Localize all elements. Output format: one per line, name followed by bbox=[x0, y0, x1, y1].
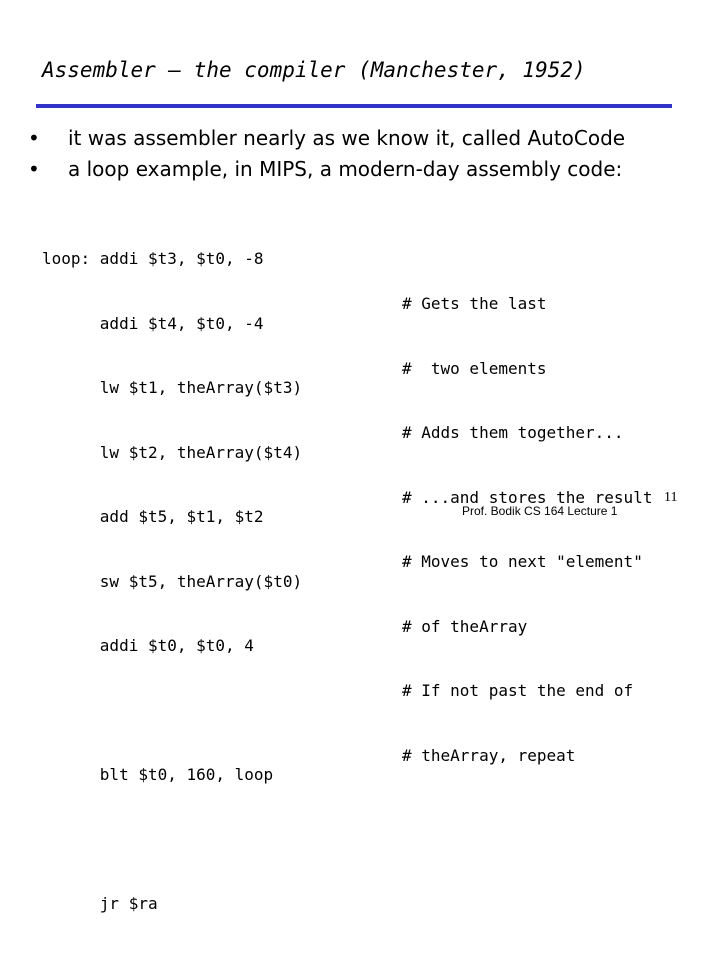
code-line: loop: addi $t3, $t0, -8 bbox=[42, 249, 264, 268]
bullet-dot-icon: • bbox=[28, 157, 40, 181]
code-line: blt $t0, 160, loop bbox=[42, 765, 274, 784]
comment-line: # theArray, repeat bbox=[402, 745, 576, 765]
code-line-blank bbox=[42, 700, 302, 722]
bullet-list bbox=[28, 126, 625, 188]
code-line: lw $t2, theArray($t4) bbox=[42, 442, 303, 462]
page-number: 11 bbox=[664, 490, 678, 505]
slide-footer: Prof. Bodik CS 164 Lecture 1 bbox=[462, 504, 618, 518]
comment-line: # Adds them together... bbox=[402, 423, 624, 442]
title-underline bbox=[36, 104, 672, 108]
bullet-dot-icon: • bbox=[28, 126, 40, 150]
code-line: addi $t4, $t0, -4 bbox=[42, 313, 264, 333]
bullet-text: a loop example, in MIPS, a modern-day assembly code: bbox=[68, 157, 623, 181]
code-line: sw $t5, theArray($t0) bbox=[42, 571, 303, 591]
comment-line: # ...and stores the result bbox=[402, 487, 653, 507]
comment-line: # of theArray bbox=[402, 616, 528, 636]
comment-line: # two elements bbox=[402, 358, 547, 378]
comment-line: # Moves to next "element" bbox=[402, 552, 643, 571]
code-line-blank bbox=[42, 829, 302, 851]
code-line: add $t5, $t1, $t2 bbox=[42, 507, 264, 526]
bullet-item bbox=[28, 126, 625, 157]
comment-line: # Gets the last bbox=[402, 294, 547, 313]
slide-title: Assembler – the compiler (Manchester, 1952) bbox=[42, 58, 586, 82]
bullet-item bbox=[28, 157, 625, 188]
code-block bbox=[42, 205, 302, 958]
bullet-text: it was assembler nearly as we know it, called AutoCode bbox=[68, 126, 626, 150]
code-line: addi $t0, $t0, 4 bbox=[42, 636, 254, 655]
code-line: lw $t1, theArray($t3) bbox=[42, 378, 303, 397]
comment-line: # If not past the end of bbox=[402, 681, 634, 700]
code-line: jr $ra bbox=[42, 894, 158, 913]
comment-block bbox=[402, 250, 652, 809]
